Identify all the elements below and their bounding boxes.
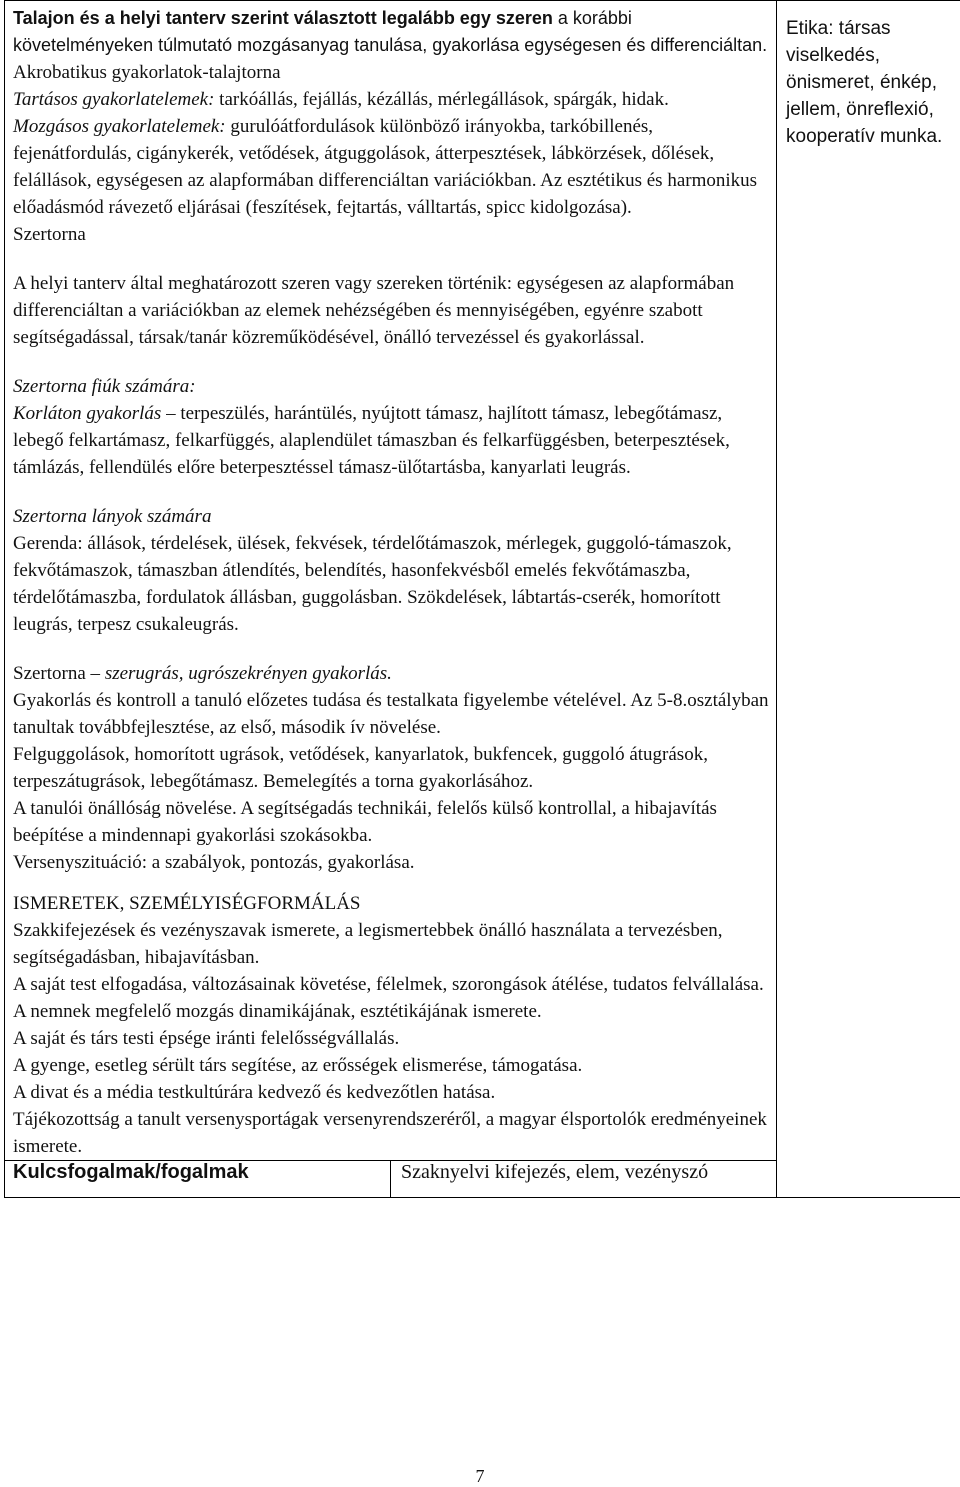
- fiuk-heading: Szertorna fiúk számára:: [13, 373, 770, 400]
- gerenda-text: : állások, térdelések, ülések, fekvések, térdelőtámaszok, mérlegek, guggoló-támaszok, fekvőtámaszok, támaszban átlendítés, belendítés, hasonfekvésből emelés fekvőtámaszba, térdelőtámaszba, fordulatok állásban, guggolásban. Szökdelések, lábtartás-cserék, homorított leugrás, terpesz csukaleugrás.: [13, 533, 732, 635]
- sajat-test-paragraph: A saját test elfogadása, változásainak követése, félelmek, szorongások átélése, tudatos felvállalása.: [13, 971, 770, 998]
- helyi-tanterv-paragraph: A helyi tanterv által meghatározott szeren vagy szereken történik: egységesen az alapformában differenciáltan a variációkban az elemek nehézségében és mennyiségében, egyénre szabott segítségadással, társak/tanár közreműködésével, önálló tervezéssel és gyakorlással.: [13, 270, 770, 351]
- tajekozottsag-paragraph: Tájékozottság a tanult versenysportágak versenyrendszeréről, a magyar élsportolók eredményeinek ismerete.: [13, 1106, 770, 1160]
- verseny-paragraph: Versenyszituáció: a szabályok, pontozás, gyakorlása.: [13, 849, 770, 876]
- mozgasos-label: Mozgásos gyakorlatelemek:: [13, 116, 226, 137]
- kulcsfogalmak-value: Szaknyelvi kifejezés, elem, vezényszó: [391, 1161, 777, 1198]
- tartasos-text: tarkóállás, fejállás, kézállás, mérlegállások, spárgák, hidak.: [214, 89, 668, 110]
- gerenda-paragraph: [13, 530, 770, 638]
- szakkifejezesek-paragraph: Szakkifejezések és vezényszavak ismerete, a legismertebbek önálló használata a tervezésben, segítségadásban, hibajavításban.: [13, 917, 770, 971]
- tartasos-paragraph: [13, 86, 770, 113]
- onallosag-paragraph: A tanulói önállóság növelése. A segítségadás technikái, felelős külső kontrollal, a hibajavítás beépítése a mindennapi gyakorlási szokásokba.: [13, 795, 770, 849]
- mozgasos-text: gurulóátfordulások különböző irányokba, tarkóbillenés, fejenátfordulás, cigánykerék, vetődések, átguggolások, átterpesztések, lábkörzések, dőlések, felállások, egységesen az alapformában differenciáltan variációkban. Az esztétikus és harmonikus előadásmód rávezető eljárásai (feszítések, fejtartás, válltartás, spicc kidolgozása).: [13, 116, 757, 218]
- divat-paragraph: A divat és a média testkultúrára kedvező és kedvezőtlen hatása.: [13, 1079, 770, 1106]
- curriculum-table: [4, 0, 960, 1198]
- korlat-label: Korláton gyakorlás: [13, 403, 161, 424]
- mozgasos-paragraph: [13, 113, 770, 221]
- intro-bold: Talajon és a helyi tanterv szerint választott legalább egy szeren: [13, 8, 553, 28]
- page-number: 7: [0, 1466, 960, 1487]
- felguggolas-paragraph: Felguggolások, homorított ugrások, vetődések, kanyarlatok, bukfencek, guggoló átugrások, terpeszátugrások, lebegőtámasz. Bemelegítés a torna gyakorlásához.: [13, 741, 770, 795]
- intro-rest: a korábbi követelményeken túlmutató mozgásanyag tanulása, gyakorlása egységesen és differenciáltan.: [13, 8, 767, 55]
- content-row: [5, 1, 960, 1161]
- szertorna-heading: Szertorna: [13, 221, 770, 248]
- epseg-paragraph: A saját és társ testi épsége iránti felelősségvállalás.: [13, 1025, 770, 1052]
- lanyok-heading: Szertorna lányok számára: [13, 503, 770, 530]
- szerugras-heading: [13, 660, 770, 687]
- szerugras-italic: szerugrás, ugrószekrényen gyakorlás.: [105, 663, 392, 684]
- document-page: [4, 0, 958, 1446]
- korlat-text: – terpeszülés, harántülés, nyújtott támasz, hajlított támasz, lebegőtámasz, lebegő felkartámasz, felkarfüggés, alaplendület támaszban és felkarfüggésben, beterpesztések, támlázás, fellendülés előre beterpesztéssel támasz-ülőtartásba, kanyarlati leugrás.: [13, 403, 730, 478]
- intro-paragraph: [13, 5, 770, 59]
- gerenda-label: Gerenda: [13, 533, 77, 554]
- korlat-paragraph: [13, 400, 770, 481]
- etika-connection-text: Etika: társas viselkedés, önismeret, énkép, jellem, önreflexió, kooperatív munka.: [786, 15, 960, 150]
- content-cell: [5, 1, 777, 1161]
- tartasos-label: Tartásos gyakorlatelemek:: [13, 89, 214, 110]
- connection-cell: [777, 1, 960, 1198]
- ismeretek-heading: ISMERETEK, SZEMÉLYISÉGFORMÁLÁS: [13, 890, 770, 917]
- szerugras-label: Szertorna –: [13, 663, 105, 684]
- nemnek-paragraph: A nemnek megfelelő mozgás dinamikájának, esztétikájának ismerete.: [13, 998, 770, 1025]
- kontroll-paragraph: Gyakorlás és kontroll a tanuló előzetes tudása és testalkata figyelembe vételével. Az 5-8.osztályban tanultak továbbfejlesztése, az első, második ív növelése.: [13, 687, 770, 741]
- gyenge-paragraph: A gyenge, esetleg sérült társ segítése, az erősségek elismerése, támogatása.: [13, 1052, 770, 1079]
- kulcsfogalmak-label: Kulcsfogalmak/fogalmak: [5, 1161, 391, 1198]
- akrobatikus-heading: Akrobatikus gyakorlatok-talajtorna: [13, 59, 770, 86]
